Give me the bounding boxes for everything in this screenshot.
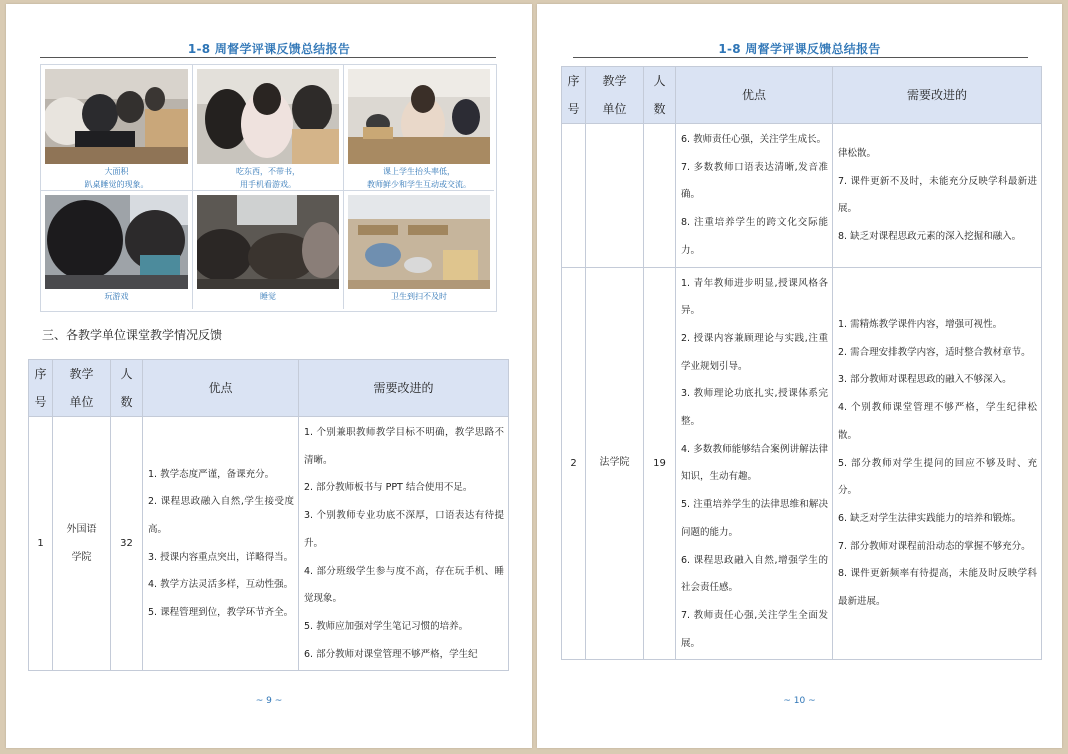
- photo-caption: [193, 165, 343, 191]
- header-text: 人: [653, 74, 666, 88]
- header-text: 号: [567, 102, 580, 116]
- list-item: 5. 课程管理到位，教学环节齐全。: [148, 607, 294, 619]
- row-strengths: [676, 124, 833, 268]
- header-count: [111, 360, 143, 417]
- header-text: 单位: [602, 102, 627, 116]
- photo-cell: [344, 65, 494, 191]
- caption-line: 大面积: [104, 167, 129, 176]
- page-9: [6, 4, 532, 748]
- caption-line: 教师鲜少和学生互动或交流。: [367, 180, 471, 189]
- photo-cell: [41, 65, 193, 191]
- list-item: 5. 教师应加强对学生笔记习惯的培养。: [304, 620, 469, 632]
- photo-cell: [41, 191, 193, 309]
- row-improvements: [299, 417, 509, 671]
- photo-cell: [344, 191, 494, 309]
- photo-caption: [193, 290, 343, 303]
- table-header-row: [562, 67, 1042, 124]
- header-rule: [573, 57, 1028, 58]
- page-10: [537, 4, 1062, 748]
- list-item: 4. 多数教师能够结合案例讲解法律知识，生动有趣。: [681, 443, 828, 483]
- list-item: 6. 课程思政融入自然,增强学生的社会责任感。: [681, 554, 828, 594]
- header-text: 单位: [69, 395, 94, 409]
- list-item: 8. 课件更新频率有待提高，未能及时反映学科最新进展。: [838, 568, 1037, 608]
- row-unit: [53, 417, 111, 671]
- photo-cell: [193, 65, 344, 191]
- row-count: 19: [644, 267, 676, 660]
- table-header-row: [29, 360, 509, 417]
- header-unit: [53, 360, 111, 417]
- classroom-photo: [197, 195, 339, 289]
- header-text: 教学: [69, 367, 94, 381]
- list-item: 6. 教师责任心强，关注学生成长。: [681, 134, 827, 145]
- header-text: 人: [120, 367, 133, 381]
- list-item: 4. 教学方法灵活多样，互动性强。: [148, 579, 294, 591]
- photo-caption: [41, 165, 192, 191]
- list-item: 5. 部分教师对学生提问的回应不够及时、充分。: [838, 457, 1037, 497]
- header-count: [644, 67, 676, 124]
- table-row: [29, 417, 509, 671]
- classroom-photo-grid: [40, 64, 497, 312]
- photo-caption: [41, 290, 192, 303]
- row-improvements: [833, 124, 1042, 268]
- list-item: 8. 缺乏对课程思政元素的深入挖掘和融入。: [838, 230, 1022, 242]
- row-unit: [586, 124, 644, 268]
- report-header-title: 1-8 周督学评课反馈总结报告: [187, 42, 351, 56]
- caption-line: 睡觉: [260, 292, 276, 301]
- unit-text: 学院: [71, 551, 92, 563]
- list-item: 4. 部分班级学生参与度不高，存在玩手机、睡觉现象。: [304, 565, 504, 605]
- list-item: 7. 部分教师对课程前沿动态的掌握不够充分。: [838, 540, 1031, 552]
- classroom-photo: [45, 195, 188, 289]
- list-item: 7. 教师责任心强,关注学生全面发展。: [681, 609, 828, 649]
- caption-line: 玩游戏: [104, 292, 129, 301]
- row-seq: 2: [562, 267, 586, 660]
- list-item: 2. 需合理安排教学内容，适时整合教材章节。: [838, 346, 1031, 358]
- list-item: 5. 注重培养学生的法律思维和解决问题的能力。: [681, 499, 828, 538]
- list-item: 7. 多数教师口语表达清晰,发音准确。: [681, 161, 828, 201]
- caption-line: 课上学生抬头率低，: [383, 167, 455, 176]
- header-unit: [586, 67, 644, 124]
- list-item: 3. 部分教师对课程思政的融入不够深入。: [838, 374, 1012, 386]
- list-item: 3. 个别教师专业功底不深厚，口语表达有待提升。: [304, 510, 504, 549]
- list-item: 2. 部分教师板书与 PPT 结合使用不足。: [304, 482, 473, 494]
- section-title: 三、各教学单位课堂教学情况反馈: [42, 328, 223, 342]
- list-item: 7. 课件更新不及时，未能充分反映学科最新进展。: [838, 175, 1037, 215]
- header-text: 序: [567, 74, 580, 88]
- list-item: 8. 注重培养学生的跨文化交际能力。: [681, 217, 828, 256]
- row-count: [644, 124, 676, 268]
- list-item: 3. 教师理论功底扎实,授课体系完整。: [681, 388, 828, 428]
- list-item: 1. 个别兼职教师教学目标不明确，教学思路不清晰。: [304, 427, 504, 466]
- list-item: 1. 需精炼教学课件内容，增强可视性。: [838, 319, 1003, 331]
- list-item: 1. 青年教师进步明显,授课风格各异。: [681, 277, 828, 317]
- unit-text: 法学院: [599, 457, 630, 469]
- classroom-photo: [197, 69, 339, 164]
- header-seq: [562, 67, 586, 124]
- row-strengths: [676, 267, 833, 660]
- row-seq: [562, 124, 586, 268]
- header-text: 教学: [602, 74, 627, 88]
- header-strengths: 优点: [676, 67, 833, 124]
- list-item: 6. 缺乏对学生法律实践能力的培养和锻炼。: [838, 512, 1022, 524]
- list-item: 6. 部分教师对课堂管理不够严格，学生纪: [304, 648, 478, 660]
- classroom-photo: [45, 69, 188, 164]
- list-item: 2. 课程思政融入自然,学生接受度高。: [148, 496, 294, 535]
- page-number: ~ 9 ~: [255, 696, 283, 706]
- list-item: 1. 教学态度严谨，备课充分。: [148, 468, 275, 480]
- caption-line: 用手机看游戏。: [240, 180, 296, 189]
- caption-line: 卫生到扫不及时: [391, 292, 447, 301]
- caption-line: 趴桌睡觉的现象。: [84, 180, 149, 189]
- row-strengths: [143, 417, 299, 671]
- row-seq: 1: [29, 417, 53, 671]
- list-item: 4. 个别教师课堂管理不够严格，学生纪律松散。: [838, 402, 1037, 441]
- header-text: 序: [34, 367, 47, 381]
- photo-caption: [344, 165, 494, 191]
- row-improvements: [833, 267, 1042, 660]
- header-seq: [29, 360, 53, 417]
- caption-line: 吃东西，不带书，: [236, 167, 300, 176]
- list-item: 2. 授课内容兼顾理论与实践,注重学业规划引导。: [681, 332, 828, 372]
- page-number: ~ 10 ~: [783, 696, 816, 706]
- feedback-table: [561, 66, 1042, 660]
- unit-text: 外国语: [66, 523, 97, 535]
- header-text: 数: [120, 395, 133, 409]
- header-strengths: 优点: [143, 360, 299, 417]
- header-text: 号: [34, 395, 47, 409]
- header-text: 数: [653, 102, 666, 116]
- photo-cell: [193, 191, 344, 309]
- list-item: 3. 授课内容重点突出，详略得当。: [148, 551, 294, 563]
- row-unit: [586, 267, 644, 660]
- table-row: [562, 124, 1042, 268]
- photo-caption: [344, 290, 494, 303]
- classroom-photo: [348, 69, 490, 164]
- feedback-table: [28, 359, 509, 671]
- table-row: [562, 267, 1042, 660]
- row-count: 32: [111, 417, 143, 671]
- header-improvements: 需要改进的: [833, 67, 1042, 124]
- header-improvements: 需要改进的: [299, 360, 509, 417]
- report-header-title: 1-8 周督学评课反馈总结报告: [718, 42, 881, 56]
- list-item: 律松散。: [838, 147, 877, 159]
- classroom-photo: [348, 195, 490, 289]
- header-rule: [40, 57, 496, 58]
